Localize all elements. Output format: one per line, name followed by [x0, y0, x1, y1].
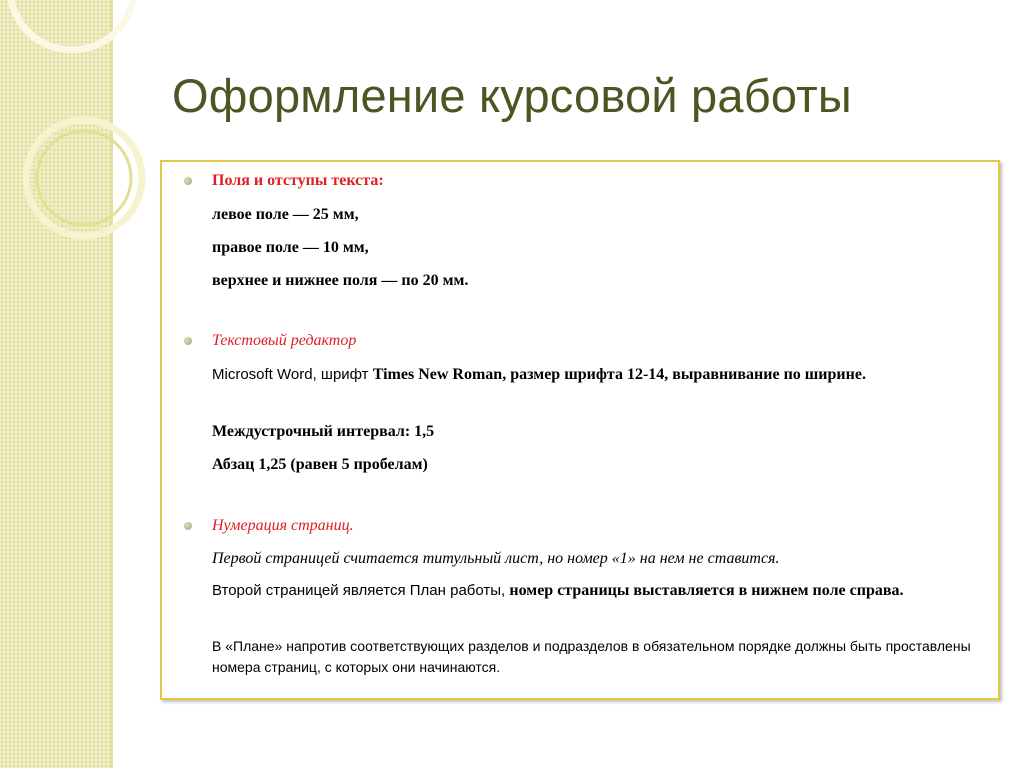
second-page-prefix: Второй страницей является План работы,	[212, 582, 510, 599]
editor-prefix: Microsoft Word, шрифт	[212, 366, 373, 383]
slide-title: Оформление курсовой работы	[172, 69, 852, 122]
first-page-line: Первой страницей считается титульный лист, но номер «1» на нем не ставится.	[212, 550, 780, 567]
top-bottom-margin-line: верхнее и нижнее поля — по 20 мм.	[212, 272, 469, 289]
editor-rest: , размер шрифта 12-14, выравнивание по ширине.	[502, 366, 866, 383]
line-spacing-line: Междустрочный интервал: 1,5	[212, 423, 435, 440]
second-page-line	[212, 580, 992, 602]
right-margin-line: правое поле — 10 мм,	[212, 239, 369, 256]
decorative-circles	[0, 0, 160, 260]
second-page-bold: номер страницы выставляется в нижнем поле справа.	[509, 582, 904, 599]
plan-note: В «Плане» напротив соответствующих разделов и подразделов в обязательном порядке должны быть проставлены номера страниц, с которых они начинаются.	[212, 638, 971, 675]
bullet-icon	[184, 337, 192, 345]
editor-font-name: Times New Roman	[372, 366, 503, 383]
editor-description	[212, 364, 992, 386]
left-margin-line: левое поле — 25 мм,	[212, 206, 359, 223]
bullet-icon	[184, 177, 192, 185]
section-heading-margins: Поля и отступы текста:	[212, 172, 384, 189]
section-heading-numbering: Нумерация страниц.	[212, 517, 354, 534]
bullet-icon	[184, 522, 192, 530]
content-box	[160, 160, 1000, 700]
paragraph-indent-line: Абзац 1,25 (равен 5 пробелам)	[212, 456, 428, 473]
section-heading-editor: Текстовый редактор	[212, 332, 357, 349]
